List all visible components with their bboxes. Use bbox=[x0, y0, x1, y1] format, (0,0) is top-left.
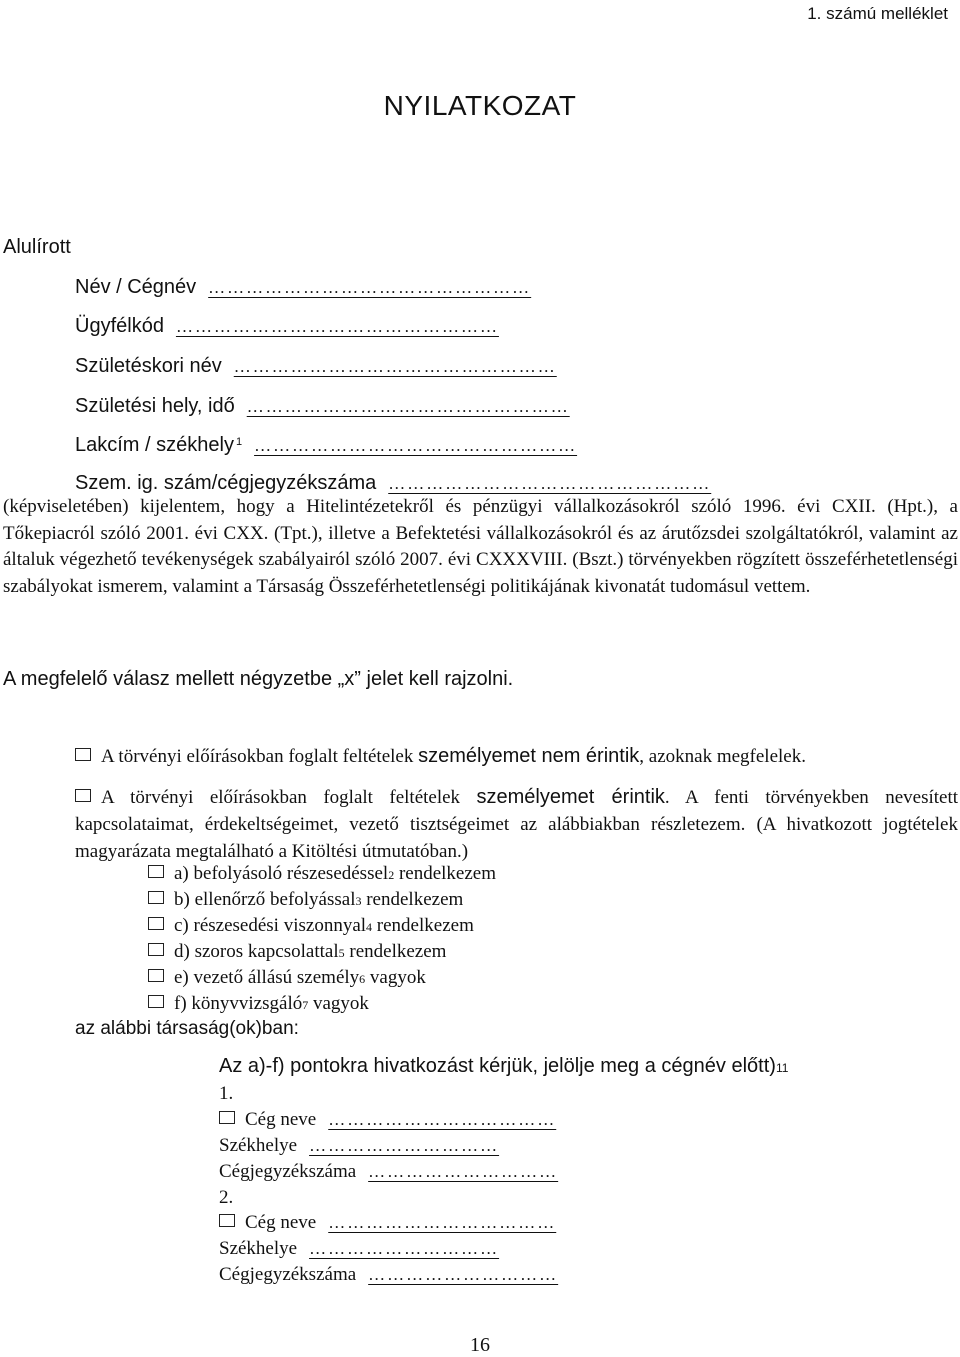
suboption-suffix: rendelkezem bbox=[394, 863, 496, 884]
note-text: Az a)-f) pontokra hivatkozást kérjük, jelölje meg a cégnév előtt) bbox=[219, 1055, 776, 1077]
company-reg-label: Cégjegyzékszáma bbox=[219, 1161, 357, 1182]
fill-in-dots[interactable]: …………………………………………… bbox=[254, 436, 578, 455]
fill-in-dots[interactable]: ………………………… bbox=[309, 1239, 500, 1258]
footnote-mark: 7 bbox=[302, 998, 309, 1012]
suboption-d[interactable] bbox=[148, 941, 446, 963]
field-label: Lakcím / székhely bbox=[75, 434, 234, 456]
page-number: 16 bbox=[470, 1334, 490, 1356]
fill-in-dots[interactable]: …………………………………………… bbox=[208, 278, 532, 297]
option-emphasis: személyemet nem érintik bbox=[418, 745, 640, 767]
checkbox[interactable] bbox=[75, 748, 91, 761]
company-name-label: Cég neve bbox=[245, 1212, 317, 1233]
field-label: Születéskori név bbox=[75, 355, 222, 377]
field-id-number[interactable] bbox=[75, 472, 711, 495]
fill-in-dots[interactable]: ……………………………… bbox=[328, 1213, 557, 1232]
option-not-affected[interactable] bbox=[75, 745, 806, 768]
checkbox[interactable] bbox=[219, 1214, 235, 1227]
suboption-suffix: rendelkezem bbox=[372, 915, 474, 936]
footnote-mark: 5 bbox=[338, 946, 345, 960]
suboption-suffix: rendelkezem bbox=[344, 941, 447, 962]
company-seat-label: Székhelye bbox=[219, 1135, 298, 1156]
suboption-suffix: vagyok bbox=[365, 967, 426, 988]
option-text-end: . A fenti törvényekben nevesített kapcsolataimat, érdekeltségeimet, vezető tisztségeimet az alábbiakban részletezem. (A hivatkozott jogtételek magyarázata megtalálható a Kitöltési útmutatóban.) bbox=[75, 787, 959, 862]
footnote-mark: 11 bbox=[775, 1061, 789, 1075]
checkbox[interactable] bbox=[148, 995, 164, 1008]
checkbox[interactable] bbox=[148, 917, 164, 930]
fill-in-dots[interactable]: ………………………… bbox=[309, 1136, 500, 1155]
checkbox[interactable] bbox=[148, 865, 164, 878]
suboption-suffix: rendelkezem bbox=[361, 889, 464, 910]
checkbox[interactable] bbox=[148, 969, 164, 982]
suboption-label: d) szoros kapcsolattal bbox=[174, 941, 339, 962]
checkbox[interactable] bbox=[148, 891, 164, 904]
footnote-mark: 2 bbox=[388, 868, 395, 882]
fill-in-dots[interactable]: ………………………… bbox=[368, 1162, 559, 1181]
option-text: A törvényi előírásokban foglalt feltételek bbox=[101, 787, 461, 808]
fill-in-dots[interactable]: …………………………………………… bbox=[233, 357, 557, 376]
undersigned-label: Alulírott bbox=[3, 236, 71, 258]
reference-request-note bbox=[219, 1055, 788, 1078]
company-reg-label: Cégjegyzékszáma bbox=[219, 1264, 357, 1285]
company-1-number: 1. bbox=[219, 1083, 234, 1104]
suboption-b[interactable] bbox=[148, 889, 463, 911]
company-name-label: Cég neve bbox=[245, 1109, 317, 1130]
suboption-label: c) részesedési viszonnyal bbox=[174, 915, 367, 936]
option-affected[interactable] bbox=[75, 784, 958, 865]
company-2-registration[interactable] bbox=[219, 1264, 558, 1286]
suboption-c[interactable] bbox=[148, 915, 474, 937]
company-2-number: 2. bbox=[219, 1187, 234, 1208]
suboption-suffix: vagyok bbox=[308, 993, 369, 1014]
fill-in-dots[interactable]: …………………………………………… bbox=[388, 474, 712, 493]
field-name[interactable] bbox=[75, 276, 531, 299]
footnote-mark: 4 bbox=[366, 920, 373, 934]
checkbox[interactable] bbox=[219, 1111, 235, 1124]
fill-in-dots[interactable]: …………………………………………… bbox=[175, 317, 499, 336]
field-birth-name[interactable] bbox=[75, 355, 557, 378]
company-2-seat[interactable] bbox=[219, 1238, 499, 1260]
suboption-label: b) ellenőrző befolyással bbox=[174, 889, 356, 910]
suboption-label: f) könyvvizsgáló bbox=[174, 993, 303, 1014]
declaration-paragraph: (képviseletében) kijelentem, hogy a Hitelintézetekről és pénzügyi vállalkozásokról szóló 1996. évi CXII. (Hpt.), a Tőkepiacról szóló 2001. évi CXX. (Tpt.), illetve a Befektetési vállalkozásokról és az árutőzsdei szolgáltatókról, valamint az általuk végezhető tevékenységek szabályairól szóló 2007. évi CXXXVIII. (Bszt.) törvényekben rögzített összeférhetetlenségi szabályokat ismerem, valamint a Társaság Összeférhetetlenségi politikájának kivonatát tudomásul vettem. bbox=[3, 496, 958, 597]
company-1-seat[interactable] bbox=[219, 1135, 499, 1157]
footnote-mark: 3 bbox=[355, 894, 362, 908]
company-1-registration[interactable] bbox=[219, 1161, 558, 1183]
option-emphasis: személyemet érintik bbox=[476, 786, 665, 808]
annex-label: 1. számú melléklet bbox=[807, 4, 948, 23]
footnote-mark: 1 bbox=[235, 436, 243, 448]
field-birth-place-date[interactable] bbox=[75, 395, 570, 418]
company-1-name[interactable] bbox=[219, 1109, 556, 1131]
suboption-a[interactable] bbox=[148, 863, 496, 885]
suboption-e[interactable] bbox=[148, 967, 426, 989]
checkbox[interactable] bbox=[75, 789, 91, 802]
document-title: NYILATKOZAT bbox=[383, 90, 577, 121]
option-text: A törvényi előírásokban foglalt feltételek bbox=[101, 746, 414, 767]
checkbox[interactable] bbox=[148, 943, 164, 956]
fill-in-dots[interactable]: …………………………………………… bbox=[246, 397, 570, 416]
suboption-f[interactable] bbox=[148, 993, 369, 1015]
company-seat-label: Székhelye bbox=[219, 1238, 298, 1259]
footnote-mark: 6 bbox=[359, 972, 366, 986]
field-label: Születési hely, idő bbox=[75, 395, 235, 417]
companies-intro: az alábbi társaság(ok)ban: bbox=[75, 1018, 299, 1039]
suboption-label: e) vezető állású személy bbox=[174, 967, 360, 988]
fill-in-dots[interactable]: ……………………………… bbox=[328, 1110, 557, 1129]
field-client-code[interactable] bbox=[75, 315, 499, 338]
option-text-end: , azoknak megfelelek. bbox=[639, 746, 806, 767]
field-label: Szem. ig. szám/cégjegyzékszáma bbox=[75, 472, 377, 494]
field-label: Név / Cégnév bbox=[75, 276, 197, 298]
field-address[interactable] bbox=[75, 434, 577, 457]
suboption-label: a) befolyásoló részesedéssel bbox=[174, 863, 389, 884]
company-2-name[interactable] bbox=[219, 1212, 556, 1234]
instruction-note: A megfelelő válasz mellett négyzetbe „x” jelet kell rajzolni. bbox=[3, 668, 514, 690]
field-label: Ügyfélkód bbox=[75, 315, 164, 337]
fill-in-dots[interactable]: ………………………… bbox=[368, 1265, 559, 1284]
